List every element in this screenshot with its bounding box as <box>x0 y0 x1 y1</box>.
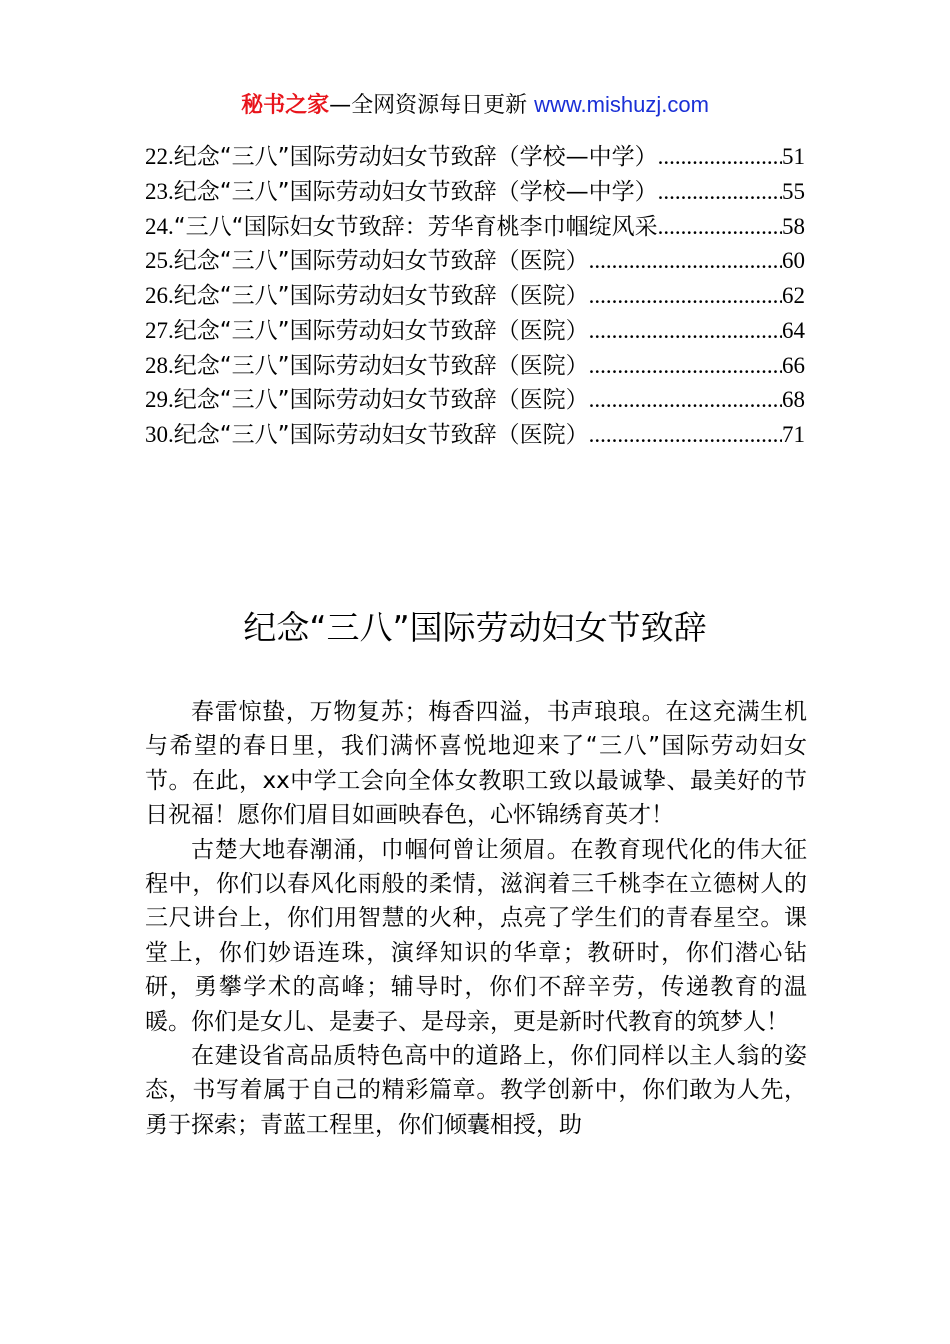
header-tagline: —全网资源每日更新 <box>329 93 535 118</box>
toc-dot-leader <box>589 418 782 453</box>
toc-dot-leader <box>658 210 782 245</box>
toc-entry[interactable] <box>145 314 805 349</box>
toc-entry[interactable] <box>145 383 805 418</box>
toc-dot-leader <box>658 140 782 175</box>
toc-entry-number: 27. <box>145 317 174 343</box>
toc-entry-page: 62 <box>782 283 805 308</box>
toc-dot-leader <box>589 349 782 384</box>
toc-entry-title: 纪念“三八”国际劳动妇女节致辞（医院） <box>173 387 589 414</box>
document-title: 纪念“三八”国际劳动妇女节致辞 <box>243 608 707 647</box>
toc-entry-number: 22. <box>145 144 174 169</box>
site-header <box>0 88 950 123</box>
brand-name: 秘书之家 <box>241 93 330 118</box>
body-paragraph: 春雷惊蛰，万物复苏；梅香四溢，书声琅琅。在这充满生机与希望的春日里，我们满怀喜悦地迎来了“三八”国际劳动妇女节。在此，xx中学工会向全体女教职工致以最诚挚、最美好的节日祝福！愿你们眉目如画映春色，心怀锦绣育英才！ <box>145 699 807 829</box>
toc-entry-page: 66 <box>782 352 805 378</box>
toc-entry-number: 28. <box>145 352 174 378</box>
site-url-link[interactable]: www.mishuzj.com <box>534 92 709 117</box>
toc-entry-page: 64 <box>782 317 805 343</box>
toc-entry-title: 纪念“三八”国际劳动妇女节致辞（学校—中学） <box>173 178 658 205</box>
toc-dot-leader <box>589 383 782 418</box>
toc-entry-number: 25. <box>145 248 174 274</box>
toc-entry-page: 55 <box>782 178 805 204</box>
toc-entry-title: “三八“国际妇女节致辞：芳华育桃李巾帼绽风采 <box>173 213 658 240</box>
toc-entry-title: 纪念“三八”国际劳动妇女节致辞（学校—中学） <box>173 144 658 170</box>
toc-dot-leader <box>658 175 782 210</box>
document-body <box>145 695 807 1142</box>
toc-entry[interactable] <box>145 418 805 453</box>
body-paragraph: 在建设省高品质特色高中的道路上，你们同样以主人翁的姿态，书写着属于自己的精彩篇章。教学创新中，你们敢为人先，勇于探索；青蓝工程里，你们倾囊相授，助 <box>145 1043 807 1138</box>
toc-entry[interactable] <box>145 175 805 210</box>
toc-entry-page: 58 <box>782 213 805 239</box>
toc-entry-number: 29. <box>145 387 174 413</box>
toc-entry-title: 纪念“三八”国际劳动妇女节致辞（医院） <box>173 317 589 344</box>
toc-entry-number: 23. <box>145 178 174 204</box>
toc-entry-page: 60 <box>782 248 805 274</box>
toc-entry[interactable] <box>145 244 805 279</box>
toc-entry[interactable] <box>145 349 805 384</box>
toc-entry-page: 71 <box>782 422 805 447</box>
toc-entry-number: 30. <box>145 422 174 447</box>
toc-entry-page: 68 <box>782 387 805 413</box>
toc-entry-number: 24. <box>145 213 174 239</box>
table-of-contents <box>145 140 805 453</box>
toc-entry-title: 纪念“三八”国际劳动妇女节致辞（医院） <box>173 422 589 448</box>
toc-entry-page: 51 <box>782 144 805 169</box>
toc-entry[interactable] <box>145 210 805 245</box>
toc-entry-number: 26. <box>145 283 174 308</box>
toc-entry-title: 纪念“三八”国际劳动妇女节致辞（医院） <box>173 352 589 379</box>
toc-dot-leader <box>589 279 782 314</box>
toc-dot-leader <box>589 244 782 279</box>
toc-entry[interactable] <box>145 279 805 314</box>
toc-entry[interactable] <box>145 140 805 175</box>
toc-dot-leader <box>589 314 782 349</box>
toc-entry-title: 纪念“三八”国际劳动妇女节致辞（医院） <box>173 283 589 309</box>
toc-entry-title: 纪念“三八”国际劳动妇女节致辞（医院） <box>173 248 589 275</box>
body-paragraph: 古楚大地春潮涌，巾帼何曾让须眉。在教育现代化的伟大征程中，你们以春风化雨般的柔情，滋润着三千桃李在立德树人的三尺讲台上，你们用智慧的火种，点亮了学生们的青春星空。课堂上，你们妙语连珠，演绎知识的华章；教研时，你们潜心钻研，勇攀学术的高峰；辅导时，你们不辞辛劳，传递教育的温暖。你们是女儿、是妻子、是母亲，更是新时代教育的筑梦人！ <box>145 836 807 1035</box>
